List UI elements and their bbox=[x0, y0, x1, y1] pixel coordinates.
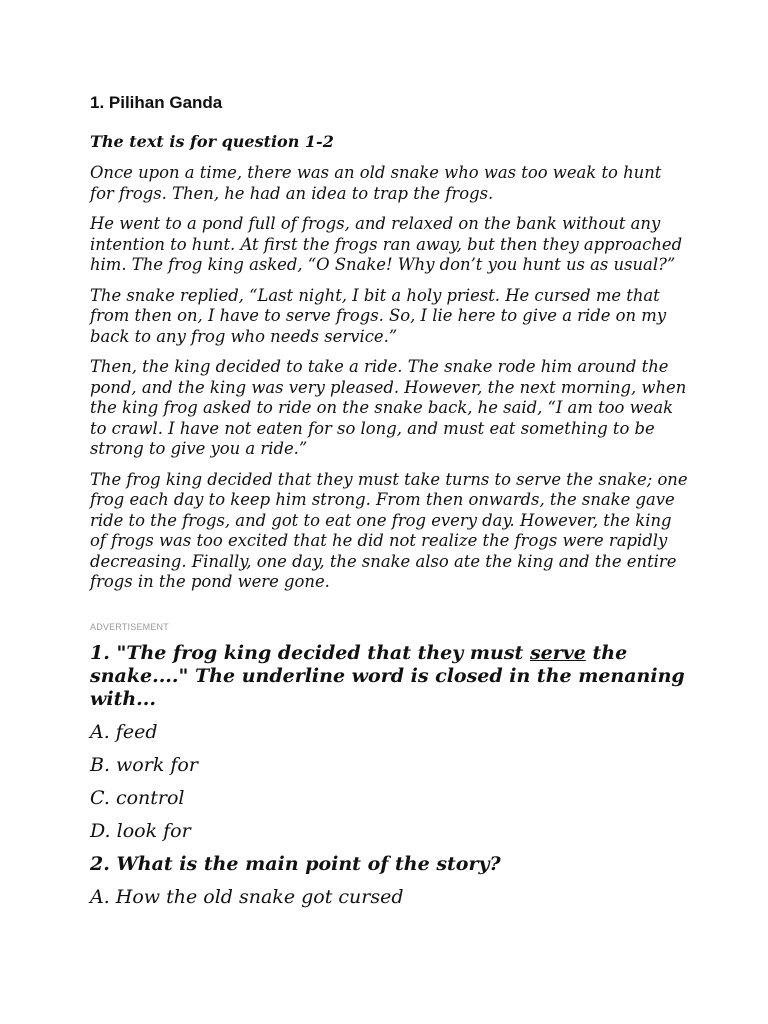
passage-label: The text is for question 1-2 bbox=[90, 132, 334, 151]
question-1-underlined-word: serve bbox=[529, 642, 586, 664]
question-1-option-d: D. look for bbox=[90, 820, 191, 842]
question-1-option-b: B. work for bbox=[90, 754, 198, 776]
questions-section bbox=[90, 642, 690, 919]
question-2-prefix: 2. What is the main point of the story? bbox=[90, 853, 501, 875]
passage-paragraph: Once upon a time, there was an old snake who was too weak to hunt for frogs. Then, he had an idea to trap the frogs. bbox=[90, 163, 662, 203]
section-title: 1. Pilihan Ganda bbox=[90, 93, 223, 112]
question-1 bbox=[90, 642, 690, 711]
question-2 bbox=[90, 853, 690, 876]
question-1-suffix: the snake...." The underline word is closed in the menaning with... bbox=[90, 642, 685, 710]
advertisement-label: ADVERTISEMENT bbox=[90, 622, 169, 632]
question-2-option-a: A. How the old snake got cursed bbox=[90, 886, 404, 908]
passage-paragraph: Then, the king decided to take a ride. The snake rode him around the pond, and the king was very pleased. However, the next morning, when the king frog asked to ride on the snake back, he said, “I am too weak to crawl. I have not eaten for so long, and must eat something to be strong to give you a ride.” bbox=[90, 357, 687, 458]
passage-paragraph: The frog king decided that they must take turns to serve the snake; one frog each day to keep him strong. From then onwards, the snake gave ride to the frogs, and got to eat one frog every day. However, the king of frogs was too excited that he did not realize the frogs were rapidly decreasing. Finally, one day, the snake also ate the king and the entire frogs in the pond were gone. bbox=[90, 469, 688, 591]
question-1-prefix: 1. "The frog king decided that they must bbox=[90, 642, 530, 664]
story-passage bbox=[90, 163, 690, 603]
passage-paragraph: He went to a pond full of frogs, and relaxed on the bank without any intention to hunt. At first the frogs ran away, but then they approached him. The frog king asked, “O Snake! Why don’t you hunt us as usual?” bbox=[90, 214, 683, 274]
question-1-option-a: A. feed bbox=[90, 721, 158, 743]
passage-paragraph: The snake replied, “Last night, I bit a holy priest. He cursed me that from then on, I have to serve frogs. So, I lie here to give a ride on my back to any frog who needs service.” bbox=[90, 285, 667, 346]
question-1-option-c: C. control bbox=[90, 787, 185, 809]
